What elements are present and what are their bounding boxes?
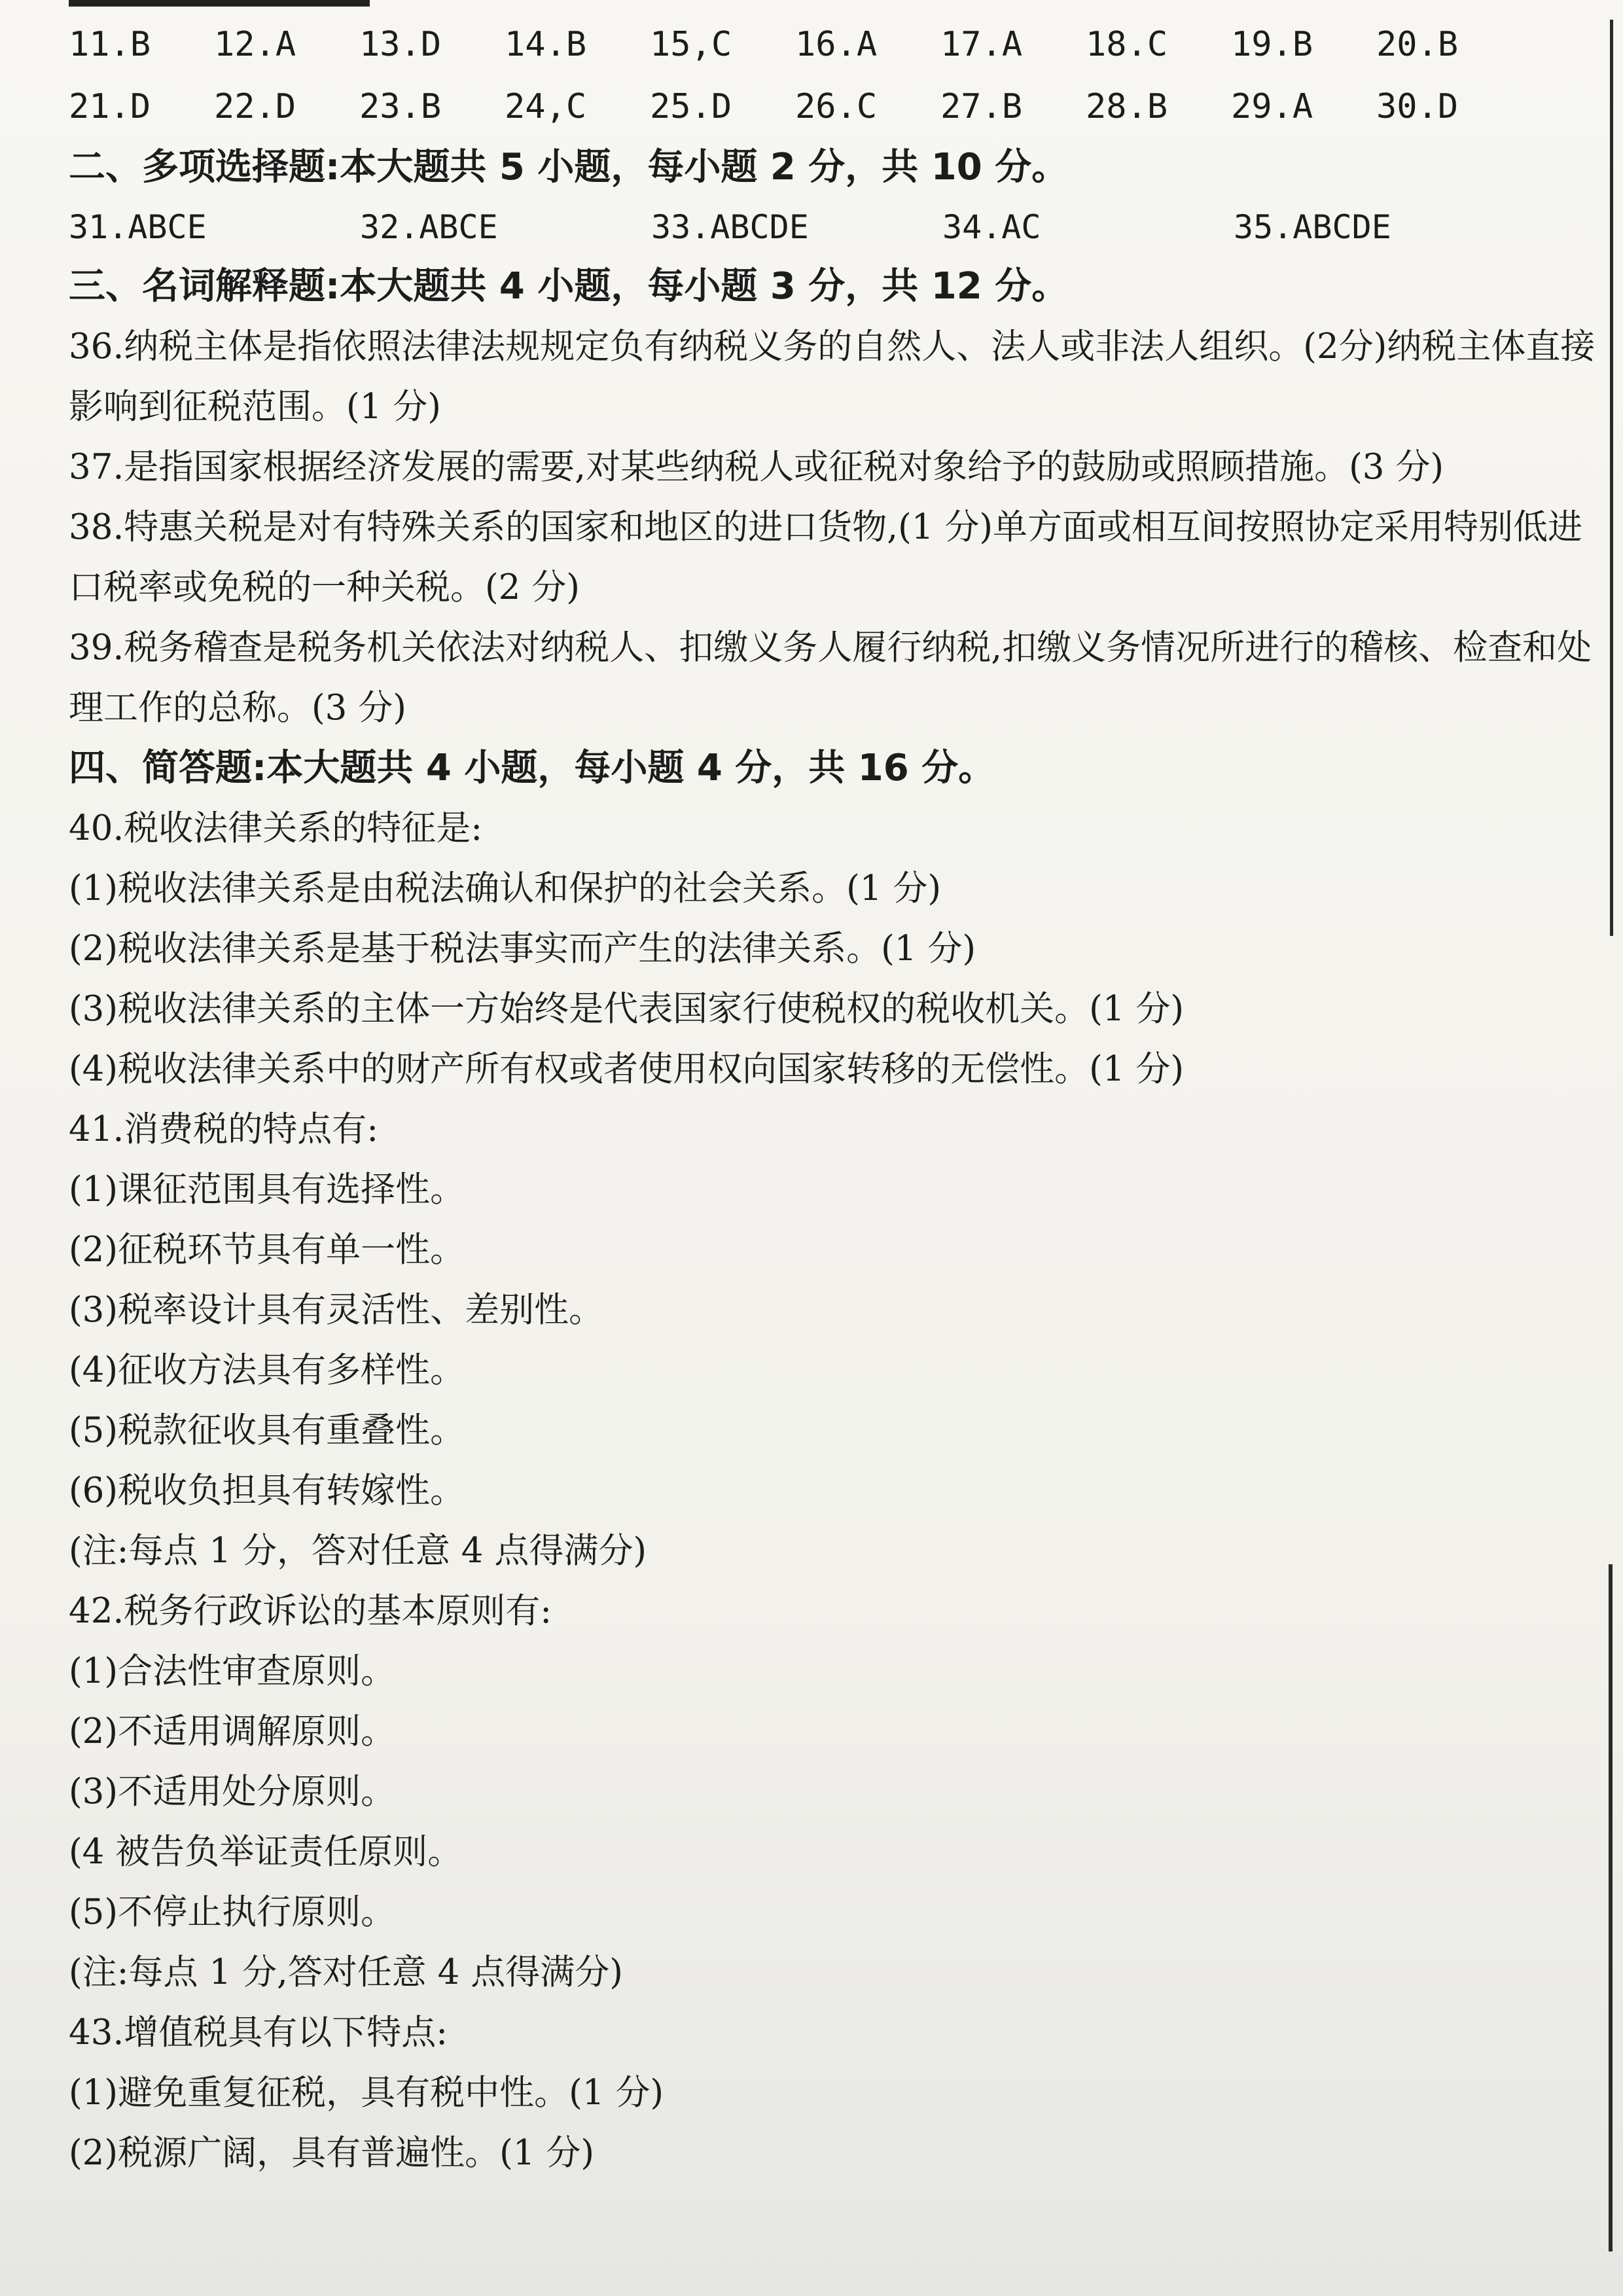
answer-38: 38.特惠关税是对有特殊关系的国家和地区的进口货物,(1 分)单方面或相互间按照协定采用特别低进口税率或免税的一种关税。(2 分) [69, 507, 1583, 607]
answer-item: 29.A [1231, 86, 1313, 126]
answer-row-31-35 [69, 198, 1600, 257]
answer-item: 14.B [505, 24, 587, 64]
answer-item: 11.B [69, 24, 151, 64]
list-item: (6)税收负担具有转嫁性。 [69, 1471, 465, 1511]
answer-item: 35.ABCDE [1234, 208, 1391, 246]
scoring-note: (注:每点 1 分,答对任意 4 点得满分) [69, 1952, 623, 1992]
list-item: (2)税源广阔，具有普遍性。(1 分) [69, 2133, 594, 2173]
answer-item: 31.ABCE [69, 208, 207, 246]
answer-39: 39.税务稽查是税务机关依法对纳税人、扣缴义务人履行纳税,扣缴义务情况所进行的稽核、检查和处理工作的总称。(3 分) [69, 628, 1592, 728]
answer-item: 18.C [1086, 24, 1168, 64]
list-item: (1)避免重复征税，具有税中性。(1 分) [69, 2073, 664, 2113]
list-item: (2)不适用调解原则。 [69, 1712, 396, 1751]
answer-37: 37.是指国家根据经济发展的需要,对某些纳税人或征税对象给予的鼓励或照顾措施。(3 分) [69, 447, 1444, 487]
answer-36: 36.纳税主体是指依照法律法规规定负有纳税义务的自然人、法人或非法人组织。(2分)纳税主体直接影响到征税范围。(1 分) [69, 327, 1596, 427]
answer-item: 24,C [505, 86, 587, 126]
list-item: (3)税收法律关系的主体一方始终是代表国家行使税权的税收机关。(1 分) [69, 989, 1184, 1029]
page-edge-line-lower [1609, 1564, 1613, 2251]
answer-item: 28.B [1086, 86, 1168, 126]
answer-item: 32.ABCE [360, 208, 498, 246]
answer-item: 27.B [940, 86, 1023, 126]
top-rule [69, 0, 370, 7]
list-item: (1)税收法律关系是由税法确认和保护的社会关系。(1 分) [69, 869, 941, 908]
question-43-title: 43.增值税具有以下特点: [69, 2013, 448, 2053]
question-40-title: 40.税收法律关系的特征是: [69, 808, 483, 848]
answer-item: 34.AC [942, 208, 1041, 246]
answer-key [69, 13, 1600, 2183]
question-41-title: 41.消费税的特点有: [69, 1109, 379, 1149]
scoring-note: (注:每点 1 分，答对任意 4 点得满分) [69, 1531, 647, 1571]
answer-row-11-20 [69, 13, 1600, 75]
answer-item: 13.D [359, 24, 442, 64]
answer-item: 19.B [1231, 24, 1313, 64]
answer-item: 22.D [214, 86, 296, 126]
list-item: (3)税率设计具有灵活性、差别性。 [69, 1290, 604, 1330]
answer-item: 20.B [1376, 24, 1459, 64]
answer-item: 21.D [69, 86, 151, 126]
question-42-title: 42.税务行政诉讼的基本原则有: [69, 1591, 552, 1631]
list-item: (4)税收法律关系中的财产所有权或者使用权向国家转移的无偿性。(1 分) [69, 1049, 1184, 1089]
answer-item: 12.A [214, 24, 296, 64]
answer-item: 25.D [650, 86, 732, 126]
answer-row-21-30 [69, 75, 1600, 137]
answer-item: 17.A [940, 24, 1023, 64]
section-heading-short-answer: 四、简答题:本大题共 4 小题，每小题 4 分，共 16 分。 [69, 747, 995, 789]
answer-item: 16.A [795, 24, 878, 64]
page-edge-line [1610, 20, 1613, 936]
list-item: (4)征收方法具有多样性。 [69, 1350, 465, 1390]
list-item: (5)税款征收具有重叠性。 [69, 1410, 465, 1450]
list-item: (4 被告负举证责任原则。 [69, 1832, 463, 1872]
section-heading-term-definitions: 三、名词解释题:本大题共 4 小题，每小题 3 分，共 12 分。 [69, 265, 1069, 308]
answer-item: 30.D [1376, 86, 1459, 126]
list-item: (2)税收法律关系是基于税法事实而产生的法律关系。(1 分) [69, 929, 976, 969]
answer-item: 23.B [359, 86, 442, 126]
list-item: (3)不适用处分原则。 [69, 1772, 396, 1812]
list-item: (5)不停止执行原则。 [69, 1892, 396, 1932]
answer-item: 15,C [650, 24, 732, 64]
list-item: (2)征税环节具有单一性。 [69, 1230, 465, 1270]
answer-item: 26.C [795, 86, 878, 126]
answer-item: 33.ABCDE [651, 208, 809, 246]
list-item: (1)合法性审查原则。 [69, 1651, 396, 1691]
section-heading-multiple-choice: 二、多项选择题:本大题共 5 小题，每小题 2 分，共 10 分。 [69, 146, 1069, 188]
list-item: (1)课征范围具有选择性。 [69, 1170, 465, 1210]
